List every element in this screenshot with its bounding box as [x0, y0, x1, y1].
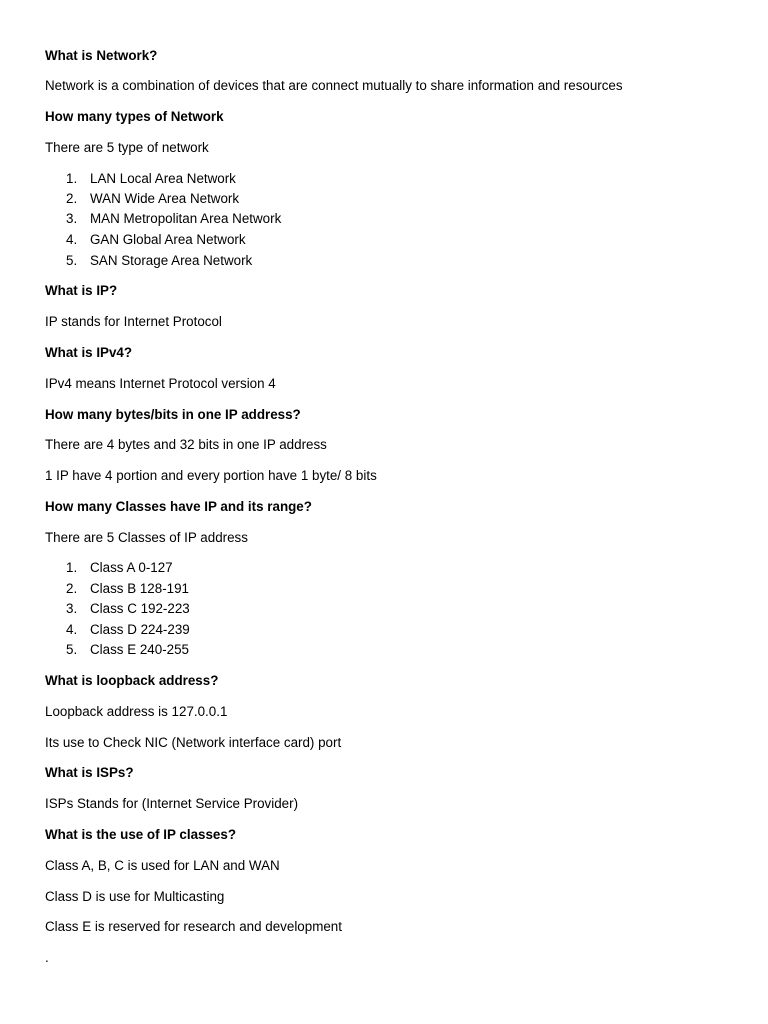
heading-what-is-isps: What is ISPs?	[45, 765, 134, 780]
paragraph-network-definition: Network is a combination of devices that are connect mutually to share information and resources	[45, 78, 623, 93]
list-item-number: 5.	[66, 642, 78, 657]
list-item-text: Class D 224-239	[90, 622, 190, 637]
paragraph-network-types-count: There are 5 type of network	[45, 140, 209, 155]
list-item-number: 4.	[66, 622, 78, 637]
heading-what-is-ipv4: What is IPv4?	[45, 345, 133, 360]
paragraph-ip-classes-count: There are 5 Classes of IP address	[45, 530, 248, 545]
heading-ip-classes-use: What is the use of IP classes?	[45, 827, 237, 842]
paragraph-bytes-bits: There are 4 bytes and 32 bits in one IP address	[45, 437, 327, 452]
paragraph-ipv4-definition: IPv4 means Internet Protocol version 4	[45, 376, 276, 391]
paragraph-class-abc-use: Class A, B, C is used for LAN and WAN	[45, 858, 280, 873]
list-item-number: 5.	[66, 253, 78, 268]
heading-bytes-bits: How many bytes/bits in one IP address?	[45, 407, 301, 422]
list-item-text: Class E 240-255	[90, 642, 189, 657]
paragraph-class-d-use: Class D is use for Multicasting	[45, 889, 225, 904]
trailing-period: .	[45, 950, 49, 965]
paragraph-ip-portions: 1 IP have 4 portion and every portion have 1 byte/ 8 bits	[45, 468, 377, 483]
list-item-number: 1.	[66, 560, 78, 575]
heading-ip-classes-range: How many Classes have IP and its range?	[45, 499, 312, 514]
list-item-text: SAN Storage Area Network	[90, 253, 253, 268]
paragraph-isps-definition: ISPs Stands for (Internet Service Provider)	[45, 796, 299, 811]
list-item-text: LAN Local Area Network	[90, 171, 236, 186]
list-item-text: GAN Global Area Network	[90, 232, 246, 247]
heading-what-is-ip: What is IP?	[45, 283, 118, 298]
heading-network-types: How many types of Network	[45, 109, 224, 124]
paragraph-ip-definition: IP stands for Internet Protocol	[45, 314, 222, 329]
list-item-text: Class B 128-191	[90, 581, 189, 596]
list-item-number: 4.	[66, 232, 78, 247]
list-item-number: 1.	[66, 171, 78, 186]
paragraph-loopback-use: Its use to Check NIC (Network interface card) port	[45, 735, 342, 750]
list-item-text: WAN Wide Area Network	[90, 191, 240, 206]
list-item-number: 3.	[66, 211, 78, 226]
heading-loopback: What is loopback address?	[45, 673, 219, 688]
list-item-number: 2.	[66, 191, 78, 206]
list-item-text: MAN Metropolitan Area Network	[90, 211, 282, 226]
list-item-number: 2.	[66, 581, 78, 596]
paragraph-class-e-use: Class E is reserved for research and development	[45, 919, 342, 934]
list-item-number: 3.	[66, 601, 78, 616]
heading-what-is-network: What is Network?	[45, 48, 158, 63]
list-item-text: Class C 192-223	[90, 601, 190, 616]
paragraph-loopback-address: Loopback address is 127.0.0.1	[45, 704, 228, 719]
list-item-text: Class A 0-127	[90, 560, 173, 575]
